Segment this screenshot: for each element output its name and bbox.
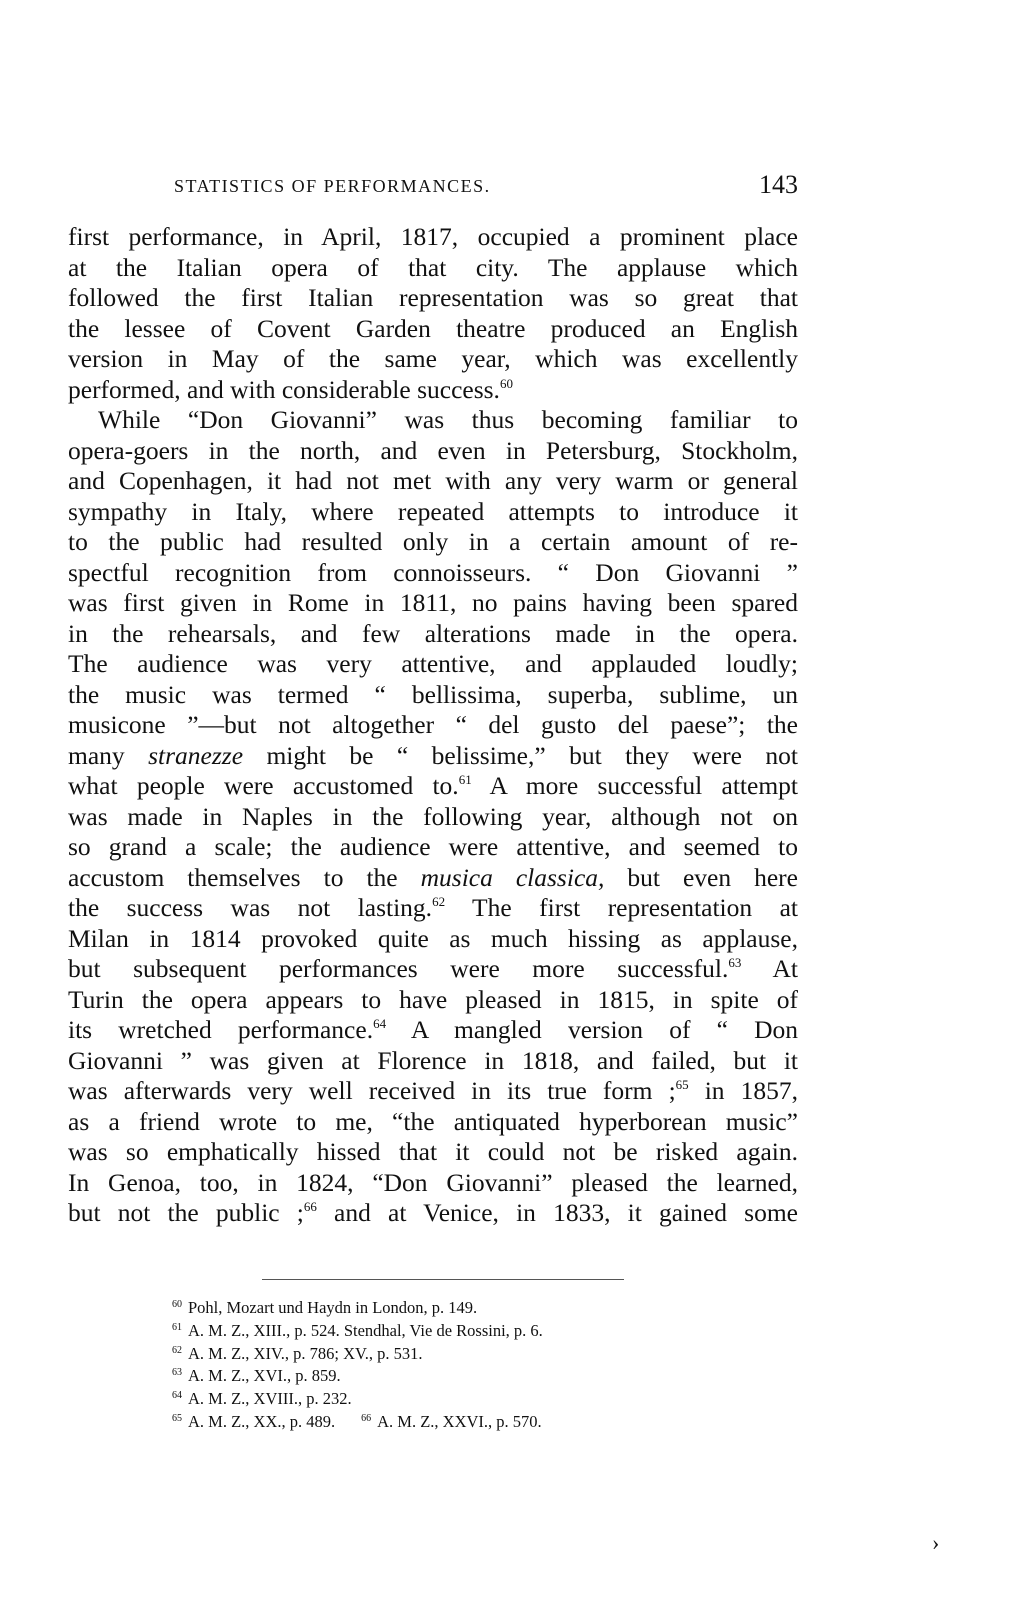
running-title: STATISTICS OF PERFORMANCES. <box>174 176 491 196</box>
text-segment: what people were accustomed to. <box>68 771 459 800</box>
footnote-mark: 62 <box>172 1344 182 1356</box>
text-line: to the public had resulted only in a certain amount of re- <box>68 527 798 556</box>
text-segment: A mangled version of “ Don <box>386 1015 799 1044</box>
text-line: in the rehearsals, and few alterations made in the opera. <box>68 618 798 648</box>
text-segment: the success was not lasting. <box>68 893 433 922</box>
text-line: sympathy in Italy, where repeated attempts to introduce it <box>68 496 798 526</box>
footnote <box>172 1388 792 1411</box>
text-line: spectful recognition from connoisseurs. “ Don Giovanni ” <box>68 557 798 587</box>
text-line <box>68 863 798 894</box>
text-line: While “Don Giovanni” was thus becoming familiar to <box>98 405 798 434</box>
footnotes <box>172 1297 792 1434</box>
footnote-text: A. M. Z., XXVI., p. 570. <box>377 1411 542 1431</box>
footnote-text: A. M. Z., XVIII., p. 232. <box>188 1389 352 1409</box>
text-segment: many <box>68 740 149 770</box>
text-segment: in 1857, <box>688 1076 798 1105</box>
text-line <box>68 1198 798 1229</box>
text-line: as a friend wrote to me, “the antiquated hyperborean music” <box>68 1106 798 1136</box>
text-segment: was afterwards very well received in its true form ; <box>68 1076 676 1105</box>
footnote-text: A. M. Z., XIII., p. 524. Stendhal, Vie de Rossini, p. 6. <box>188 1320 543 1340</box>
footnote-ref: 62 <box>432 894 446 909</box>
footnote-mark: 66 <box>361 1412 372 1424</box>
text-segment: performed, and with considerable success. <box>68 374 500 404</box>
text-line <box>68 1015 798 1046</box>
text-segment: and at Venice, in 1833, it gained some <box>316 1198 798 1227</box>
text-segment: its wretched performance. <box>68 1015 374 1044</box>
text-line: In Genoa, too, in 1824, “Don Giovanni” pleased the learned, <box>68 1167 798 1197</box>
footnote-ref: 64 <box>373 1016 387 1031</box>
text-line: Turin the opera appears to have pleased in 1815, in spite of <box>68 984 798 1014</box>
text-segment: but subsequent performances were more successful. <box>68 954 729 983</box>
text-line: Milan in 1814 provoked quite as much hissing as applause, <box>68 923 798 953</box>
footnote <box>172 1320 792 1343</box>
footnote-ref: 65 <box>675 1077 689 1092</box>
text-line: was so emphatically hissed that it could not be risked again. <box>68 1137 798 1166</box>
footnote <box>172 1365 792 1388</box>
text-segment: but not the public ; <box>68 1198 304 1227</box>
text-line <box>68 771 798 802</box>
text-line: opera-goers in the north, and even in Petersburg, Stockholm, <box>68 435 798 465</box>
text-line <box>68 954 798 985</box>
text-segment: might be “ belissime,” but they were not <box>243 740 798 770</box>
footnote <box>172 1343 792 1366</box>
body-text <box>68 222 798 1229</box>
text-line <box>68 741 798 772</box>
text-line: the lessee of Covent Garden theatre produced an English <box>68 313 798 343</box>
footnote <box>172 1297 792 1320</box>
footnote-rule <box>262 1279 624 1280</box>
italic-term: stranezze <box>148 740 244 770</box>
text-line: the music was termed “ bellissima, superba, sublime, un <box>68 679 798 709</box>
footnote-mark: 64 <box>172 1390 182 1402</box>
footnote-text: A. M. Z., XIV., p. 786; XV., p. 531. <box>188 1343 423 1363</box>
footnote-text: A. M. Z., XVI., p. 859. <box>188 1366 341 1386</box>
text-segment: The first representation at <box>445 893 798 922</box>
text-line: version in May of the same year, which was excellently <box>68 344 798 373</box>
text-line <box>68 893 798 924</box>
text-segment: but even here <box>604 862 798 892</box>
footnote-mark: 60 <box>172 1299 182 1310</box>
footnote-mark: 63 <box>172 1367 182 1379</box>
text-line: Giovanni ” was given at Florence in 1818, and failed, but it <box>68 1045 798 1075</box>
text-line: was made in Naples in the following year, although not on <box>68 801 798 831</box>
text-segment: At <box>741 954 799 983</box>
text-line: and Copenhagen, it had not met with any very warm or general <box>68 466 798 495</box>
italic-term: musica classica, <box>420 862 605 892</box>
text-line: so grand a scale; the audience were attentive, and seemed to <box>68 832 798 861</box>
footnote-mark: 65 <box>172 1412 182 1424</box>
footnote-ref: 60 <box>499 375 513 391</box>
page-number: 143 <box>759 170 798 199</box>
footnote-text: Pohl, Mozart und Haydn in London, p. 149. <box>188 1298 478 1317</box>
text-segment: A more successful attempt <box>471 771 798 800</box>
text-line: was first given in Rome in 1811, no pains having been spared <box>68 588 798 617</box>
text-line <box>68 375 798 406</box>
text-line: first performance, in April, 1817, occupied a prominent place <box>68 222 798 251</box>
stray-mark: › <box>932 1530 940 1555</box>
footnote-text: A. M. Z., XX., p. 489. <box>188 1411 336 1431</box>
text-line: at the Italian opera of that city. The applause which <box>68 252 798 282</box>
footnote-mark: 61 <box>172 1321 182 1333</box>
footnote-ref: 61 <box>458 772 472 787</box>
footnote <box>172 1411 792 1434</box>
text-line <box>68 1076 798 1107</box>
footnote-ref: 63 <box>728 955 742 970</box>
text-line: musicone ”—but not altogether “ del gusto del paese”; the <box>68 710 798 739</box>
footnote-ref: 66 <box>303 1199 317 1214</box>
text-segment: accustom themselves to the <box>68 862 421 892</box>
text-line: followed the first Italian representation was so great that <box>68 283 798 312</box>
text-line: The audience was very attentive, and applauded loudly; <box>68 649 798 678</box>
